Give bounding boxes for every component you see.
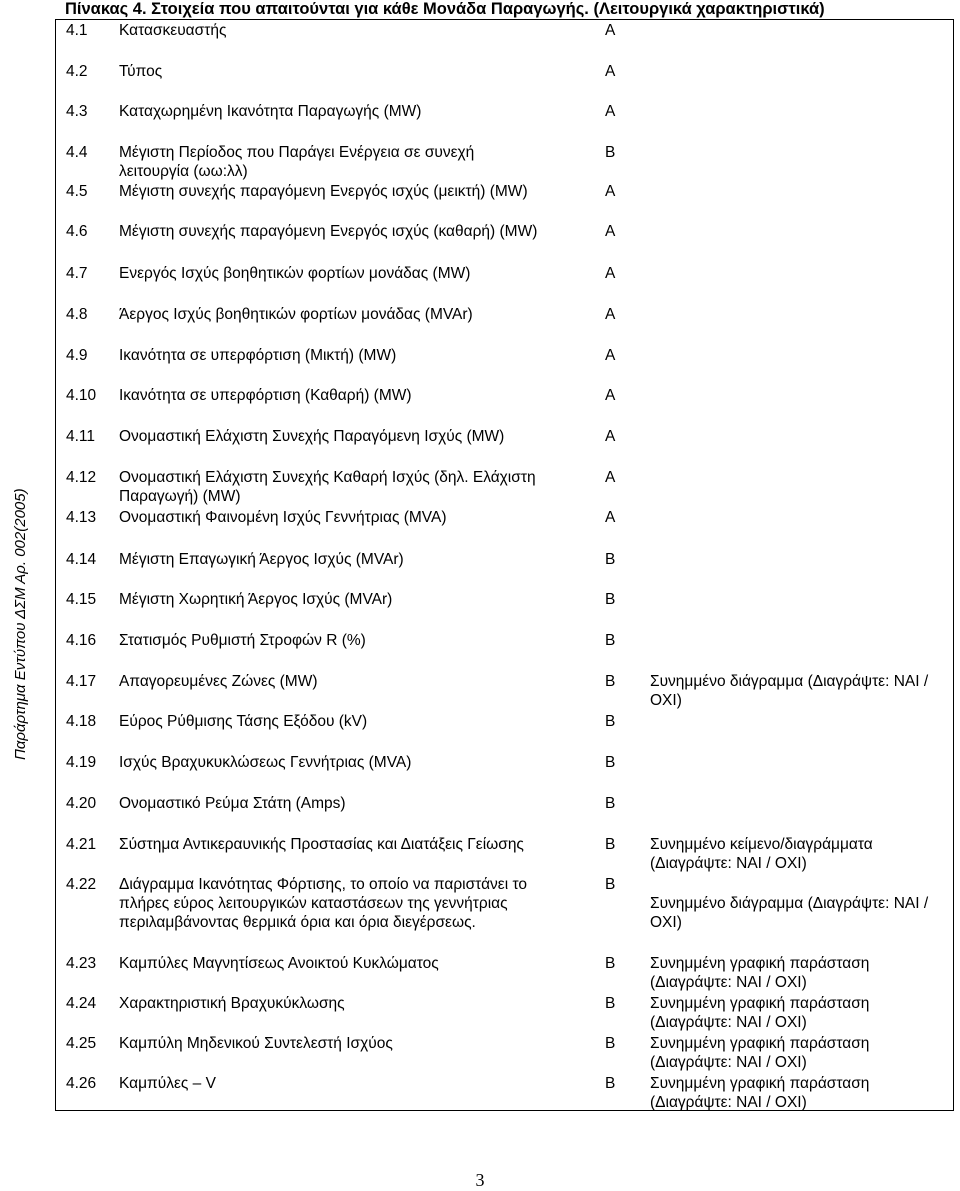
row-number: 4.26 (66, 1075, 97, 1092)
row-note: Συνημμένο διάγραμμα (Διαγράψτε: ΝΑΙ / ΟΧΙ) (650, 673, 929, 709)
row-description: Μέγιστη συνεχής παραγόμενη Ενεργός ισχύς (καθαρή) (MW) (119, 223, 538, 240)
row-number: 4.12 (66, 469, 97, 486)
row-number: 4.9 (66, 347, 88, 364)
row-description: Απαγορευμένες Ζώνες (MW) (119, 673, 318, 690)
row-description: Ονομαστική Φαινομένη Ισχύς Γεννήτριας (MVA) (119, 509, 447, 526)
row-category: Α (605, 469, 616, 486)
row-description: Μέγιστη Χωρητική Άεργος Ισχύς (MVAr) (119, 591, 393, 608)
row-number: 4.24 (66, 995, 97, 1012)
row-category: Β (605, 713, 616, 730)
row-description: Μέγιστη Επαγωγική Άεργος Ισχύς (MVAr) (119, 551, 404, 568)
row-description: Στατισμός Ρυθμιστή Στροφών R (%) (119, 632, 366, 649)
row-number: 4.6 (66, 223, 88, 240)
row-description: Μέγιστη συνεχής παραγόμενη Ενεργός ισχύς (μεικτή) (MW) (119, 183, 528, 200)
row-number: 4.17 (66, 673, 97, 690)
row-category: Β (605, 551, 616, 568)
row-category: Α (605, 387, 616, 404)
row-description: Καμπύλες – V (119, 1075, 216, 1092)
row-category: Α (605, 103, 616, 120)
row-category: Α (605, 223, 616, 240)
row-description: Ονομαστικό Ρεύμα Στάτη (Amps) (119, 795, 346, 812)
page-number: 3 (475, 1170, 485, 1190)
row-number: 4.13 (66, 509, 97, 526)
row-number: 4.8 (66, 306, 88, 323)
row-category: Α (605, 347, 616, 364)
row-description: Καμπύλη Μηδενικού Συντελεστή Ισχύος (119, 1035, 393, 1052)
row-number: 4.1 (66, 22, 88, 39)
row-category: Β (605, 1075, 616, 1092)
row-category: Α (605, 22, 616, 39)
row-number: 4.25 (66, 1035, 97, 1052)
row-category: Β (605, 673, 616, 690)
side-note: Παράρτημα Εντύπου ΔΣΜ Αρ. 002(2005) (12, 488, 29, 760)
row-description: Ονομαστική Ελάχιστη Συνεχής Καθαρή Ισχύς (δηλ. Ελάχιστη Παραγωγή) (MW) (119, 469, 536, 505)
row-category: Β (605, 144, 616, 161)
row-category: Β (605, 876, 616, 893)
row-note: Συνημμένο διάγραμμα (Διαγράψτε: ΝΑΙ / ΟΧΙ) (650, 895, 929, 931)
row-description: Εύρος Ρύθμισης Τάσης Εξόδου (kV) (119, 713, 368, 730)
row-number: 4.11 (66, 428, 96, 445)
row-number: 4.10 (66, 387, 97, 404)
row-number: 4.7 (66, 265, 88, 282)
row-description: Ικανότητα σε υπερφόρτιση (Καθαρή) (MW) (119, 387, 412, 404)
row-category: Α (605, 63, 616, 80)
row-category: Β (605, 591, 616, 608)
row-number: 4.3 (66, 103, 88, 120)
row-description: Μέγιστη Περίοδος που Παράγει Ενέργεια σε συνεχή λειτουργία (ωω:λλ) (119, 144, 475, 180)
row-category: Β (605, 955, 616, 972)
row-number: 4.5 (66, 183, 88, 200)
row-description: Ισχύς Βραχυκυκλώσεως Γεννήτριας (MVA) (119, 754, 412, 771)
row-note: Συνημμένη γραφική παράσταση (Διαγράψτε: ΝΑΙ / ΟΧΙ) (650, 955, 870, 991)
row-number: 4.18 (66, 713, 97, 730)
row-category: Β (605, 1035, 616, 1052)
row-description: Χαρακτηριστική Βραχυκύκλωσης (119, 995, 345, 1012)
row-number: 4.16 (66, 632, 97, 649)
row-number: 4.15 (66, 591, 97, 608)
row-note: Συνημμένη γραφική παράσταση (Διαγράψτε: ΝΑΙ / ΟΧΙ) (650, 995, 870, 1031)
row-description: Ονομαστική Ελάχιστη Συνεχής Παραγόμενη Ισχύς (MW) (119, 428, 505, 445)
row-number: 4.2 (66, 63, 88, 80)
table-caption: Πίνακας 4. Στοιχεία που απαιτούνται για κάθε Μονάδα Παραγωγής. (Λειτουργικά χαρακτηριστικά) (65, 0, 825, 18)
row-number: 4.21 (66, 836, 97, 853)
row-number: 4.22 (66, 876, 97, 893)
row-number: 4.4 (66, 144, 88, 161)
row-description: Καμπύλες Μαγνητίσεως Ανοικτού Κυκλώματος (119, 955, 439, 972)
row-category: Α (605, 265, 616, 282)
row-description: Καταχωρημένη Ικανότητα Παραγωγής (MW) (119, 103, 422, 120)
row-number: 4.14 (66, 551, 97, 568)
row-note: Συνημμένο κείμενο/διαγράμματα (Διαγράψτε: ΝΑΙ / ΟΧΙ) (650, 836, 873, 872)
row-description: Σύστημα Αντικεραυνικής Προστασίας και Διατάξεις Γείωσης (119, 836, 524, 853)
row-description: Ενεργός Ισχύς βοηθητικών φορτίων μονάδας (MW) (119, 265, 471, 282)
row-note: Συνημμένη γραφική παράσταση (Διαγράψτε: ΝΑΙ / ΟΧΙ) (650, 1075, 870, 1111)
data-table (55, 19, 954, 1111)
row-description: Άεργος Ισχύς βοηθητικών φορτίων μονάδας (MVAr) (119, 306, 473, 323)
row-description: Διάγραμμα Ικανότητας Φόρτισης, το οποίο να παριστάνει το πλήρες εύρος λειτουργικών καταστάσεων της γεννήτριας περιλαμβάνοντας θερμικά όρια και όρια διεγέρσεως. (119, 876, 527, 931)
row-category: Β (605, 632, 616, 649)
row-description: Κατασκευαστής (119, 22, 227, 39)
row-category: Β (605, 995, 616, 1012)
row-description: Τύπος (119, 63, 163, 80)
row-description: Ικανότητα σε υπερφόρτιση (Μικτή) (MW) (119, 347, 397, 364)
row-category: Β (605, 795, 616, 812)
row-category: Α (605, 428, 616, 445)
row-category: Β (605, 836, 616, 853)
row-number: 4.19 (66, 754, 97, 771)
row-note: Συνημμένη γραφική παράσταση (Διαγράψτε: ΝΑΙ / ΟΧΙ) (650, 1035, 870, 1071)
row-category: Α (605, 509, 616, 526)
row-number: 4.23 (66, 955, 97, 972)
row-number: 4.20 (66, 795, 97, 812)
row-category: Α (605, 306, 616, 323)
row-category: Β (605, 754, 616, 771)
row-category: Α (605, 183, 616, 200)
